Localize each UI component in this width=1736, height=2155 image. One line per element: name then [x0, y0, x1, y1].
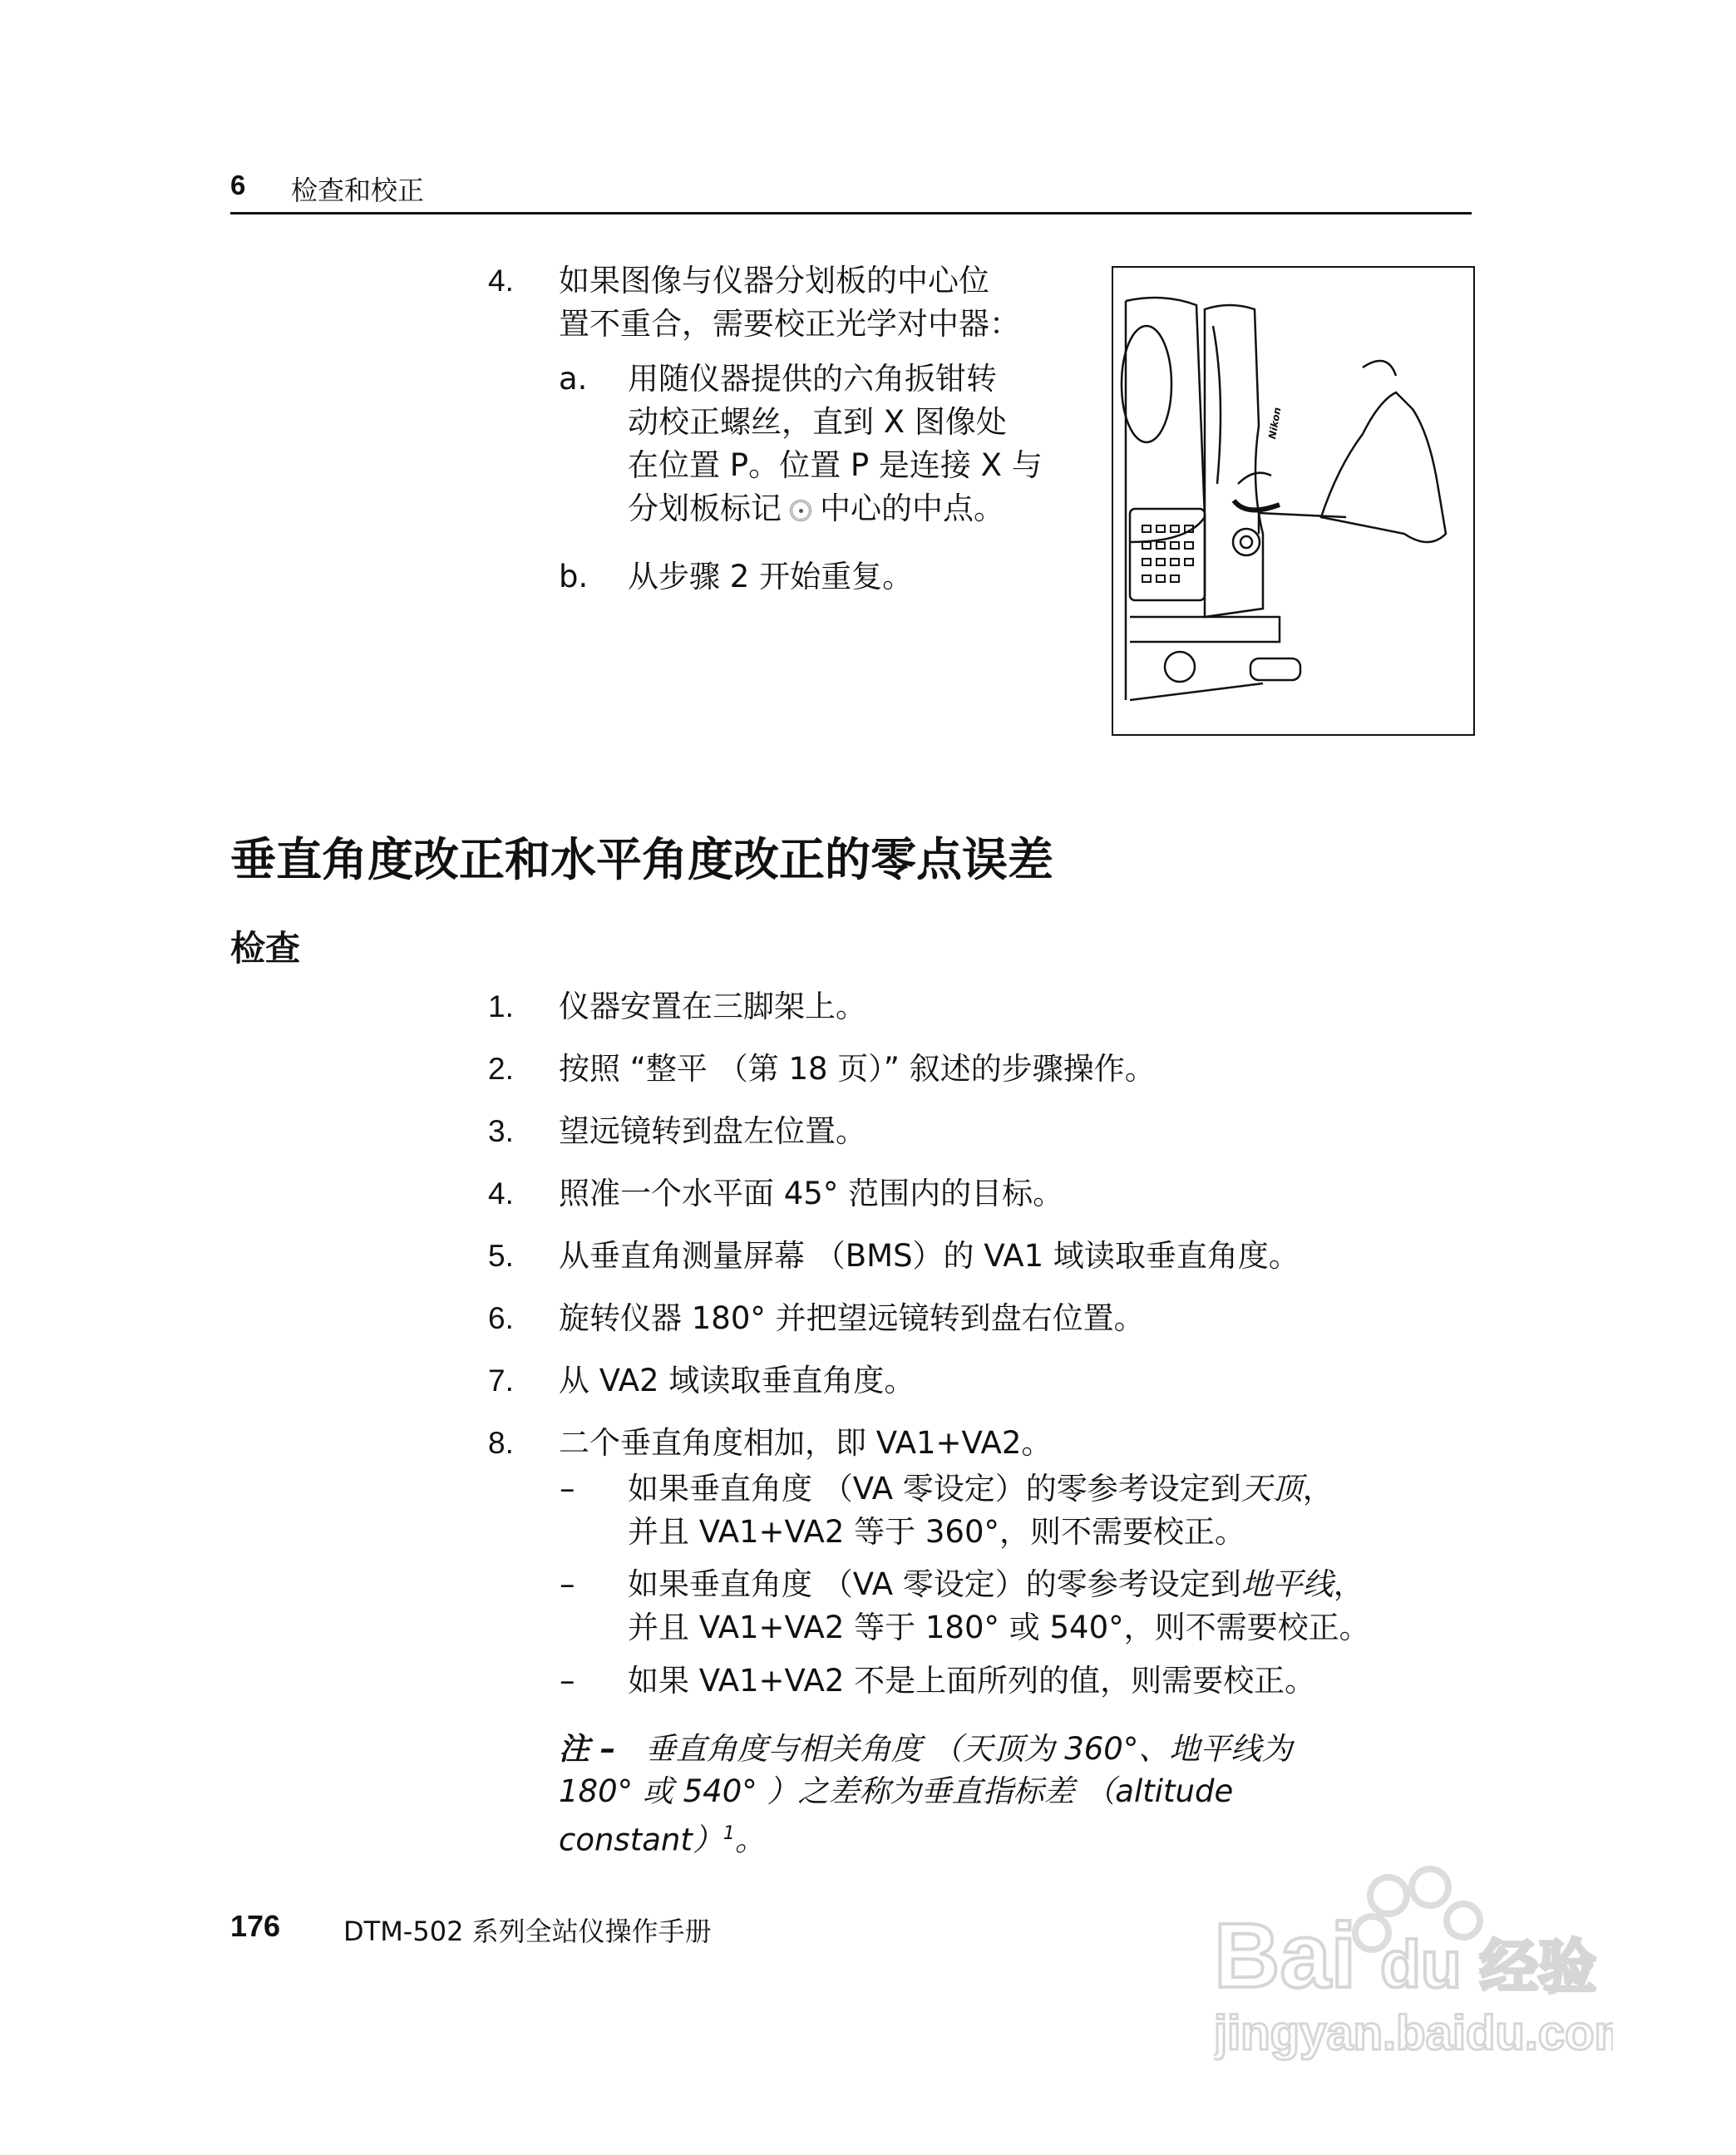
sub-b-text: 从步骤 2 开始重复。 — [628, 559, 914, 594]
svg-text:经验: 经验 — [1480, 1933, 1596, 2001]
bullet-line: 并且 VA1+VA2 等于 360°，则不需要校正。 — [628, 1514, 1245, 1550]
page-number: 176 — [230, 1909, 281, 1943]
step-number: 6. — [488, 1301, 514, 1335]
sub-a-label: a. — [559, 361, 588, 397]
step-number: 1. — [488, 989, 514, 1023]
step-number: 8. — [488, 1426, 514, 1460]
bullet-text: 如果垂直角度 （VA 零设定）的零参考设定到 — [628, 1566, 1241, 1602]
step4-number: 4. — [488, 264, 514, 298]
bullet-dash: – — [560, 1566, 575, 1602]
sub-a-text: 中心的中点。 — [820, 491, 1004, 526]
note-text: constant） — [559, 1822, 723, 1858]
note-label: 注 – — [559, 1731, 616, 1767]
baidu-paw-icon — [1214, 1862, 1613, 2062]
bullet-punct: ， — [1302, 1471, 1334, 1507]
sub-a-line: 用随仪器提供的六角扳钳转 — [628, 361, 997, 397]
bullet-emphasis: 天顶 — [1240, 1471, 1303, 1507]
step-number: 7. — [488, 1364, 514, 1398]
chapter-title: 检查和校正 — [291, 175, 425, 206]
step-text: 旋转仪器 180° 并把望远镜转到盘右位置。 — [559, 1300, 1145, 1336]
step-text: 从垂直角测量屏幕 （BMS）的 VA1 域读取垂直角度。 — [559, 1238, 1300, 1274]
step-number: 5. — [488, 1239, 514, 1273]
total-station-drawing-icon — [1113, 268, 1473, 734]
bullet-line — [628, 1563, 1364, 1606]
manual-title: DTM-502 系列全站仪操作手册 — [343, 1916, 712, 1947]
bullet-line: 并且 VA1+VA2 等于 180° 或 540°，则不需要校正。 — [628, 1610, 1370, 1645]
step4-line: 置不重合，需要校正光学对中器： — [559, 306, 1020, 342]
step-text: 望远镜转到盘左位置。 — [559, 1113, 866, 1149]
step-number: 3. — [488, 1114, 514, 1148]
step-text: 照准一个水平面 45° 范围内的目标。 — [559, 1176, 1064, 1211]
bullet-dash: – — [560, 1471, 575, 1507]
footnote-ref: 1 — [723, 1823, 735, 1844]
sub-b-label: b. — [559, 559, 589, 594]
bullet-dash: – — [560, 1663, 575, 1699]
subsection-title: 检查 — [230, 928, 301, 969]
reticle-mark-icon — [790, 500, 811, 521]
svg-text:du: du — [1380, 1927, 1462, 2001]
step-text: 从 VA2 域读取垂直角度。 — [559, 1363, 915, 1398]
note-line: 180° 或 540° ）之差称为垂直指标差 （altitude — [559, 1773, 1234, 1809]
sub-a-line: 动校正螺丝，直到 X 图像处 — [628, 404, 1007, 440]
note-line — [559, 1812, 766, 1861]
instrument-illustration — [1112, 266, 1475, 736]
step-number: 4. — [488, 1176, 514, 1211]
baidu-watermark — [1214, 1862, 1613, 2062]
step-text: 按照 “整平 （第 18 页）” 叙述的步骤操作。 — [559, 1051, 1156, 1087]
step-number: 2. — [488, 1052, 514, 1086]
step-text: 二个垂直角度相加，即 VA1+VA2。 — [559, 1425, 1053, 1461]
sub-a-line: 在位置 P。位置 P 是连接 X 与 — [628, 447, 1043, 483]
bullet-emphasis: 地平线 — [1240, 1566, 1334, 1602]
chapter-number: 6 — [230, 170, 246, 200]
section-title: 垂直角度改正和水平角度改正的零点误差 — [230, 833, 1054, 886]
nikon-brand-label: Nikon — [1266, 406, 1284, 441]
bullet-text: 如果垂直角度 （VA 零设定）的零参考设定到 — [628, 1471, 1241, 1507]
sub-a-line — [628, 487, 1004, 530]
header-rule — [230, 212, 1472, 215]
svg-text:jingyan.baidu.com: jingyan.baidu.com — [1214, 2006, 1613, 2060]
bullet-line: 如果 VA1+VA2 不是上面所列的值，则需要校正。 — [628, 1663, 1316, 1699]
bullet-line — [628, 1467, 1334, 1511]
note-end: 。 — [734, 1822, 766, 1858]
bullet-punct: ， — [1333, 1566, 1364, 1602]
note-line — [559, 1728, 1292, 1770]
step-text: 仪器安置在三脚架上。 — [559, 989, 866, 1024]
sub-a-text: 分划板标记 — [628, 491, 782, 526]
note-text: 垂直角度与相关角度 （天顶为 360°、地平线为 — [644, 1731, 1293, 1767]
step4-line: 如果图像与仪器分划板的中心位 — [559, 263, 989, 298]
svg-text:Bai: Bai — [1214, 1905, 1357, 2007]
